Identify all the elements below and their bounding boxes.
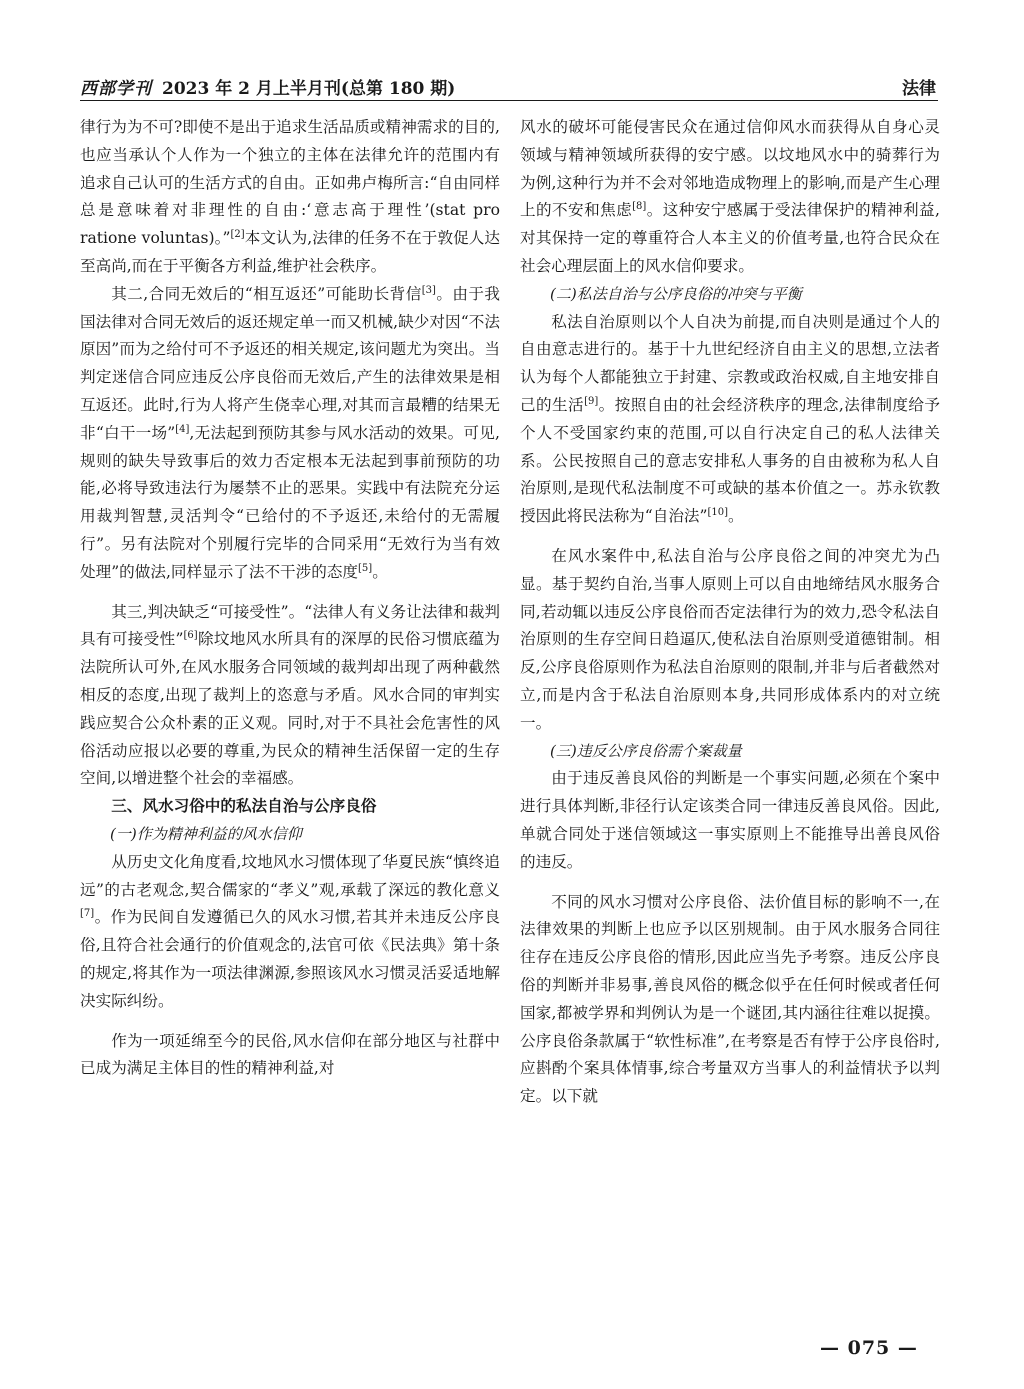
citation: [4]	[175, 423, 190, 435]
citation: [9]	[584, 395, 599, 407]
paragraph: 律行为为不可?即使不是出于追求生活品质或精神需求的目的,也应当承认个人作为一个独立的主体在法律允许的范围内有追求自己认可的生活方式的自由。正如弗卢梅所言:“自由同样总是意味着对非理性的自由:‘意志高于理性’(stat pro ratione voluntas)。”[2]本文认为,法律的任务不在于敦促人达至高尚,而在于平衡各方利益,维护社会秩序。	[80, 118, 500, 275]
citation: [5]	[358, 562, 373, 574]
paragraph: 作为一项延绵至今的民俗,风水信仰在部分地区与社群中已成为满足主体目的性的精神利益,对	[80, 1031, 500, 1078]
section-heading: 三、风水习俗中的私法自治与公序良俗	[111, 797, 377, 816]
left-column	[80, 114, 500, 1083]
issue-info: 2023 年 2 月上半月刊(总第 180 期)	[162, 79, 456, 99]
page-header	[80, 70, 938, 104]
subsection-heading: (一)作为精神利益的风水信仰	[110, 824, 302, 843]
header-rule	[80, 100, 938, 101]
paragraph: 其二,合同无效后的“相互返还”可能助长背信[3]。由于我国法律对合同无效后的返还规定单一而又机械,缺少对因“不法原因”而为之给付可不予返还的相关规定,该问题尤为突出。当判定迷信合同应违反公序良俗而无效后,产生的法律效果是相互返还。此时,行为人将产生侥幸心理,对其而言最糟的结果无非“白干一场”[4],无法起到预防其参与风水活动的效果。可见,规则的缺失导致事后的效力否定根本无法起到事前预防的功能,必将导致违法行为屡禁不止的恶果。实践中有法院充分运用裁判智慧,灵活判令“已给付的不予返还,未给付的无需履行”。另有法院对个别履行完毕的合同采用“无效行为当有效处理”的做法,同样显示了法不干涉的态度[5]。	[80, 284, 500, 581]
citation: [3]	[421, 284, 436, 296]
paragraph: 由于违反善良风俗的判断是一个事实问题,必须在个案中进行具体判断,非径行认定该类合同一律违反善良风俗。因此,单就合同处于迷信领域这一事实原则上不能推导出善良风俗的违反。	[520, 769, 940, 871]
paragraph: 其三,判决缺乏“可接受性”。“法律人有义务让法律和裁判具有可接受性”[6]除坟地风水所具有的深厚的民俗习惯底蕴为法院所认可外,在风水服务合同领域的裁判却出现了两种截然相反的态度,出现了裁判上的恣意与矛盾。风水合同的审判实践应契合公众朴素的正义观。同时,对于不具社会危害性的风俗活动应报以必要的尊重,为民众的精神生活保留一定的生存空间,以增进整个社会的幸福感。	[80, 602, 500, 788]
citation: [10]	[707, 507, 729, 519]
subsection-heading: (三)违反公序良俗需个案裁量	[550, 741, 742, 760]
citation: [8]	[632, 201, 647, 213]
paragraph: 在风水案件中,私法自治与公序良俗之间的冲突尤为凸显。基于契约自治,当事人原则上可以自由地缔结风水服务合同,若动辄以违反公序良俗而否定法律行为的效力,恐令私法自治原则的生存空间日趋逼仄,使私法自治原则受道德钳制。相反,公序良俗原则作为私法自治原则的限制,并非与后者截然对立,而是内含于私法自治原则本身,共同形成体系内的对立统一。	[520, 546, 940, 732]
journal-logo: 西部学刊	[80, 79, 152, 99]
paragraph: 私法自治原则以个人自决为前提,而自决则是通过个人的自由意志进行的。基于十九世纪经济自由主义的思想,立法者认为每个人都能独立于封建、宗教或政治权威,自主地安排自己的生活[9]。按照自由的社会经济秩序的理念,法律制度给予个人不受国家约束的范围,可以自行决定自己的私人法律关系。公民按照自己的意志安排私人事务的自由被称为私人自治原则,是现代私法制度不可或缺的基本价值之一。苏永钦教授因此将民法称为“自治法”[10]。	[520, 312, 940, 526]
citation: [2]	[230, 229, 245, 241]
right-column	[520, 114, 940, 1111]
paragraph: 从历史文化角度看,坟地风水习惯体现了华夏民族“慎终追远”的古老观念,契合儒家的“孝义”观,承载了深远的教化意义[7]。作为民间自发遵循已久的风水习惯,若其并未违反公序良俗,且符合社会通行的价值观念的,法官可依《民法典》第十条的规定,将其作为一项法律渊源,参照该风水习惯灵活妥适地解决实际纠纷。	[80, 852, 500, 1010]
page-number: — 075 —	[820, 1337, 918, 1359]
subsection-heading: (二)私法自治与公序良俗的冲突与平衡	[550, 284, 802, 303]
section-title: 法律	[902, 79, 936, 99]
citation: [6]	[183, 630, 198, 642]
citation: [7]	[80, 908, 95, 920]
paragraph: 不同的风水习惯对公序良俗、法价值目标的影响不一,在法律效果的判断上也应予以区别规制。由于风水服务合同往往存在违反公序良俗的情形,因此应当先予考察。违反公序良俗的判断并非易事,善良风俗的概念似乎在任何时候或者任何国家,都被学界和判例认为是一个谜团,其内涵往往难以捉摸。公序良俗条款属于“软性标准”,在考察是否有悖于公序良俗时,应斟酌个案具体情事,综合考量双方当事人的利益情状予以判定。以下就	[520, 892, 940, 1106]
paragraph: 风水的破坏可能侵害民众在通过信仰风水而获得从自身心灵领域与精神领域所获得的安宁感。以坟地风水中的骑葬行为为例,这种行为并不会对邻地造成物理上的影响,而是产生心理上的不安和焦虑[8]。这种安宁感属于受法律保护的精神利益,对其保持一定的尊重符合人本主义的价值考量,也符合民众在社会心理层面上的风水信仰要求。	[520, 118, 940, 275]
